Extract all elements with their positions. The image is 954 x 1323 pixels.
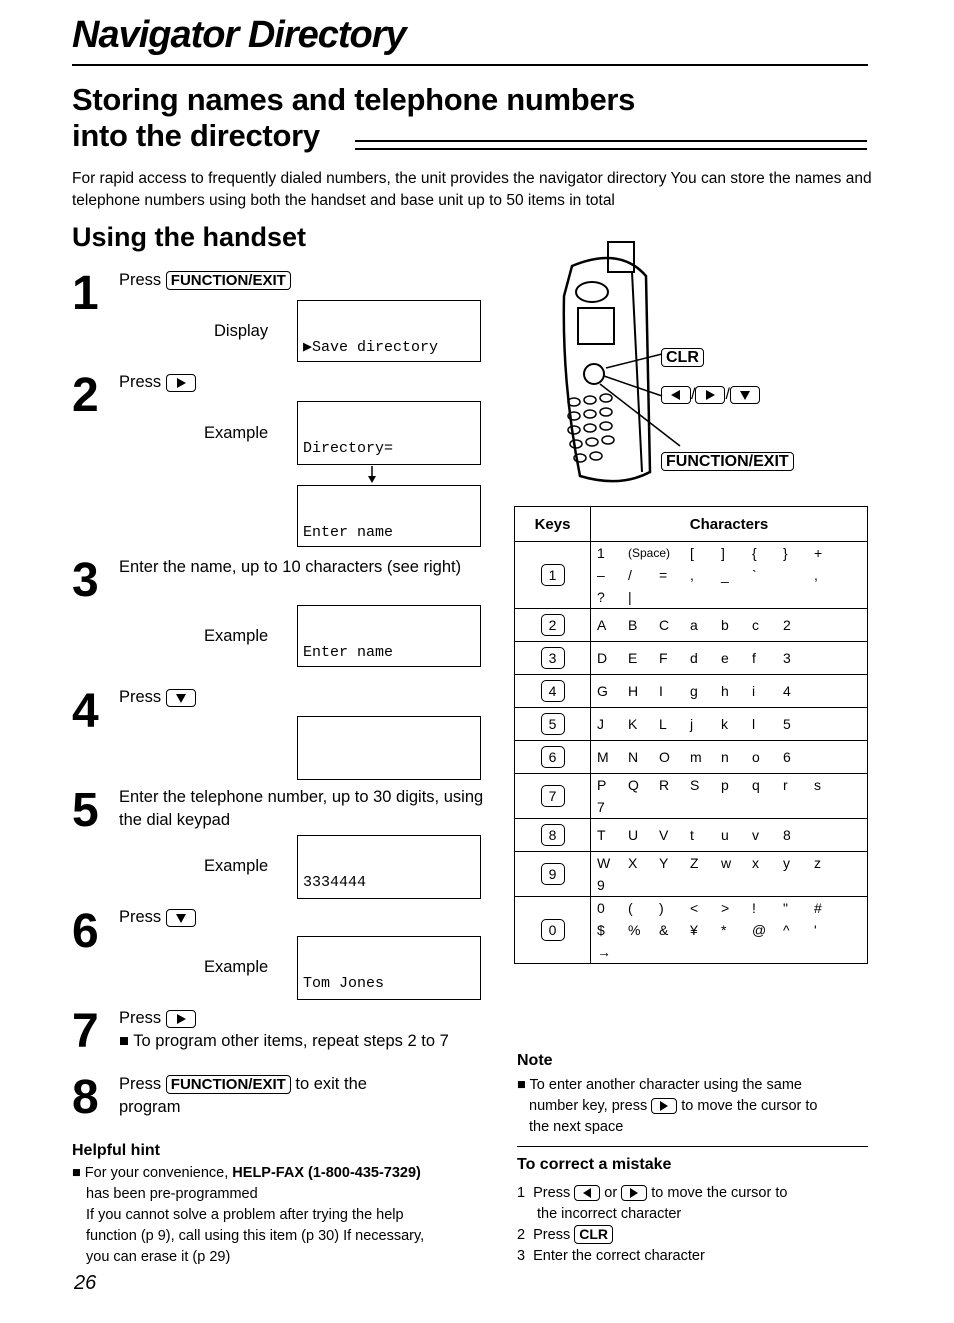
character: @ bbox=[752, 922, 767, 938]
character: e bbox=[721, 650, 729, 666]
lcd-display-1 bbox=[297, 300, 481, 362]
character: a bbox=[690, 617, 698, 633]
table-row bbox=[515, 642, 868, 675]
character: o bbox=[752, 749, 760, 765]
character-table bbox=[514, 506, 868, 964]
lcd-display-4 bbox=[297, 605, 481, 667]
characters-cell bbox=[591, 542, 868, 609]
number-key-5: 5 bbox=[541, 713, 565, 735]
number-key-4: 4 bbox=[541, 680, 565, 702]
character: ^ bbox=[783, 922, 790, 938]
key-cell bbox=[515, 675, 591, 708]
step-number: 1 bbox=[72, 267, 99, 320]
nav-keys-label: / / bbox=[661, 386, 760, 404]
page-number: 26 bbox=[74, 1272, 97, 1294]
character: & bbox=[659, 922, 669, 938]
character: B bbox=[628, 617, 638, 633]
correct-line: or bbox=[604, 1185, 618, 1201]
correct-body bbox=[517, 1183, 877, 1267]
step-4-text bbox=[119, 686, 196, 709]
lcd-line: Enter name bbox=[303, 524, 394, 541]
step-8-after2: program bbox=[119, 1098, 181, 1116]
press-label: Press bbox=[119, 908, 162, 926]
key-cell bbox=[515, 708, 591, 741]
table-row bbox=[515, 542, 868, 609]
correct-line: Enter the correct character bbox=[533, 1248, 705, 1264]
character: Y bbox=[659, 855, 669, 871]
press-label: Press bbox=[119, 1075, 162, 1093]
character: f bbox=[752, 650, 756, 666]
function-exit-key: FUNCTION/EXIT bbox=[166, 271, 291, 290]
character: z bbox=[814, 855, 821, 871]
table-row bbox=[515, 675, 868, 708]
characters-cell bbox=[591, 897, 868, 964]
table-row bbox=[515, 897, 868, 964]
clr-key-label bbox=[661, 348, 704, 367]
hint-line: function (p 9), call using this item (p 30) If necessary, bbox=[86, 1228, 425, 1244]
characters-cell bbox=[591, 642, 868, 675]
table-row bbox=[515, 708, 868, 741]
function-exit-key: FUNCTION/EXIT bbox=[661, 452, 794, 471]
character: Q bbox=[628, 777, 639, 793]
correct-line: to move the cursor to bbox=[651, 1185, 788, 1201]
step-7-text bbox=[119, 1007, 196, 1030]
characters-cell bbox=[591, 708, 868, 741]
character bbox=[783, 564, 814, 586]
character: | bbox=[628, 589, 632, 605]
character: { bbox=[752, 545, 757, 561]
clr-key: CLR bbox=[661, 348, 704, 367]
character: S bbox=[690, 777, 700, 793]
characters-cell bbox=[591, 741, 868, 774]
character: u bbox=[721, 827, 729, 843]
intro-paragraph: For rapid access to frequently dialed numbers, the unit provides the navigator directory You can store the names and telephone numbers using both the handset and base unit up to 50 items in total bbox=[72, 170, 872, 209]
lcd-display-2 bbox=[297, 401, 481, 465]
character: P bbox=[597, 777, 607, 793]
note-divider bbox=[517, 1146, 868, 1147]
example-label: Example bbox=[204, 958, 269, 976]
note-line: To enter another character using the same bbox=[529, 1077, 802, 1093]
example-label: Example bbox=[204, 857, 269, 875]
left-arrow-key-icon bbox=[574, 1185, 600, 1201]
character: L bbox=[659, 716, 667, 732]
character: = bbox=[659, 567, 668, 583]
character: E bbox=[628, 650, 638, 666]
section-title-line2: into the directory bbox=[72, 118, 320, 153]
character: g bbox=[690, 683, 698, 699]
number-key-0: 0 bbox=[541, 919, 565, 941]
character: A bbox=[597, 617, 607, 633]
character: % bbox=[628, 922, 641, 938]
display-label: Display bbox=[214, 322, 269, 340]
character: ` bbox=[752, 567, 757, 583]
character: 6 bbox=[783, 749, 791, 765]
character: (Space) bbox=[628, 546, 671, 560]
character: G bbox=[597, 683, 608, 699]
left-arrow-key-icon bbox=[661, 386, 691, 404]
lcd-display-7 bbox=[297, 936, 481, 1000]
press-label: Press bbox=[119, 688, 162, 706]
subsection-title: Using the handset bbox=[72, 222, 307, 252]
character: h bbox=[721, 683, 729, 699]
hint-line: you can erase it (p 29) bbox=[86, 1249, 231, 1265]
step-number: 3 bbox=[72, 554, 99, 607]
character: 9 bbox=[597, 877, 605, 893]
number-key-3: 3 bbox=[541, 647, 565, 669]
hint-body bbox=[72, 1163, 502, 1268]
correct-step-num: 1 bbox=[517, 1185, 526, 1201]
character: 8 bbox=[783, 827, 791, 843]
bullet-icon: ■ bbox=[517, 1077, 530, 1093]
character: i bbox=[752, 683, 756, 699]
key-cell bbox=[515, 852, 591, 897]
character: q bbox=[752, 777, 760, 793]
help-fax-number: HELP-FAX (1-800-435-7329) bbox=[232, 1165, 421, 1181]
character: j bbox=[690, 716, 694, 732]
note-title: Note bbox=[517, 1052, 553, 1069]
correct-title: To correct a mistake bbox=[517, 1156, 672, 1173]
character: r bbox=[783, 777, 788, 793]
table-row bbox=[515, 741, 868, 774]
character: ( bbox=[628, 900, 633, 916]
character: 7 bbox=[597, 799, 605, 815]
step-8-text bbox=[119, 1073, 367, 1096]
character: / bbox=[628, 567, 632, 583]
character: " bbox=[783, 900, 788, 916]
lcd-line: 3334444 bbox=[303, 874, 367, 891]
key-cell bbox=[515, 897, 591, 964]
character: M bbox=[597, 749, 609, 765]
character: K bbox=[628, 716, 638, 732]
characters-cell bbox=[591, 819, 868, 852]
character: F bbox=[659, 650, 668, 666]
keys-header: Keys bbox=[515, 507, 591, 542]
character: v bbox=[752, 827, 759, 843]
step-number: 7 bbox=[72, 1005, 99, 1058]
right-arrow-key-icon bbox=[166, 1010, 196, 1028]
character: V bbox=[659, 827, 669, 843]
step-number: 6 bbox=[72, 905, 99, 958]
character: ] bbox=[721, 545, 725, 561]
down-arrow-key-icon bbox=[730, 386, 760, 404]
character: < bbox=[690, 900, 699, 916]
function-exit-label bbox=[661, 452, 794, 471]
character: ! bbox=[752, 900, 756, 916]
right-arrow-key-icon bbox=[166, 374, 196, 392]
press-label: Press bbox=[119, 1009, 162, 1027]
clr-key: CLR bbox=[574, 1225, 613, 1244]
character: m bbox=[690, 749, 702, 765]
header-rule bbox=[72, 64, 868, 66]
step-number: 8 bbox=[72, 1071, 99, 1124]
character: 2 bbox=[783, 617, 791, 633]
character: D bbox=[597, 650, 608, 666]
character: y bbox=[783, 855, 790, 871]
function-exit-key: FUNCTION/EXIT bbox=[166, 1075, 291, 1094]
step-6-text bbox=[119, 906, 196, 929]
character: C bbox=[659, 617, 670, 633]
character: W bbox=[597, 855, 611, 871]
character: ¥ bbox=[690, 922, 698, 938]
page-header-title: Navigator Directory bbox=[72, 14, 406, 56]
step-1-text bbox=[119, 269, 291, 292]
characters-header: Characters bbox=[591, 507, 868, 542]
step-3-text: Enter the name, up to 10 characters (see right) bbox=[119, 558, 462, 576]
right-arrow-key-icon bbox=[695, 386, 725, 404]
step-number: 2 bbox=[72, 369, 99, 422]
number-key-1: 1 bbox=[541, 564, 565, 586]
character: [ bbox=[690, 545, 694, 561]
character: n bbox=[721, 749, 729, 765]
character: k bbox=[721, 716, 728, 732]
correct-step-num: 2 bbox=[517, 1227, 526, 1243]
character: # bbox=[814, 900, 822, 916]
step-number: 5 bbox=[72, 784, 99, 837]
right-arrow-key-icon bbox=[651, 1098, 677, 1114]
hint-line: has been pre-programmed bbox=[86, 1186, 258, 1202]
character: , bbox=[690, 567, 694, 583]
number-key-6: 6 bbox=[541, 746, 565, 768]
character: x bbox=[752, 855, 759, 871]
character: $ bbox=[597, 922, 605, 938]
character: 0 bbox=[597, 900, 605, 916]
character: > bbox=[721, 900, 730, 916]
note-body bbox=[517, 1075, 877, 1138]
character: c bbox=[752, 617, 759, 633]
lcd-display-3 bbox=[297, 485, 481, 547]
character: s bbox=[814, 777, 821, 793]
number-key-9: 9 bbox=[541, 863, 565, 885]
character: b bbox=[721, 617, 729, 633]
lcd-line: Tom Jones bbox=[303, 975, 385, 992]
character: T bbox=[597, 827, 606, 843]
characters-cell bbox=[591, 609, 868, 642]
bullet-icon: ■ bbox=[119, 1032, 134, 1050]
character: O bbox=[659, 749, 670, 765]
example-label: Example bbox=[204, 627, 269, 645]
character: , bbox=[814, 567, 818, 583]
character: U bbox=[628, 827, 639, 843]
table-row bbox=[515, 819, 868, 852]
lcd-line: Enter name bbox=[303, 644, 394, 661]
character: + bbox=[814, 545, 823, 561]
press-label: Press bbox=[119, 271, 162, 289]
press-label: Press bbox=[119, 373, 162, 391]
character: X bbox=[628, 855, 638, 871]
key-cell bbox=[515, 774, 591, 819]
number-key-8: 8 bbox=[541, 824, 565, 846]
character: } bbox=[783, 545, 788, 561]
character: 4 bbox=[783, 683, 791, 699]
character: H bbox=[628, 683, 639, 699]
note-line: number key, press bbox=[529, 1098, 648, 1114]
character: I bbox=[659, 683, 663, 699]
correct-step-num: 3 bbox=[517, 1248, 526, 1264]
note-line: to move the cursor to bbox=[681, 1098, 818, 1114]
hint-title: Helpful hint bbox=[72, 1142, 160, 1159]
step-8-after: to exit the bbox=[295, 1075, 367, 1093]
key-cell bbox=[515, 642, 591, 675]
correct-line: the incorrect character bbox=[537, 1206, 682, 1222]
lcd-line: Directory= bbox=[303, 440, 394, 457]
lcd-display-6 bbox=[297, 835, 481, 899]
character: ' bbox=[814, 922, 817, 938]
character: * bbox=[721, 922, 727, 938]
example-label: Example bbox=[204, 424, 269, 442]
character: 5 bbox=[783, 716, 791, 732]
step-2-text bbox=[119, 371, 196, 394]
key-cell bbox=[515, 819, 591, 852]
step-7-bullet bbox=[119, 1030, 449, 1053]
step-5-text: Enter the telephone number, up to 30 digits, using the dial keypad bbox=[119, 788, 484, 829]
character: R bbox=[659, 777, 670, 793]
down-arrow-key-icon bbox=[166, 909, 196, 927]
characters-cell bbox=[591, 774, 868, 819]
character: → bbox=[597, 944, 611, 960]
character: t bbox=[690, 827, 694, 843]
character: l bbox=[752, 716, 756, 732]
character: p bbox=[721, 777, 729, 793]
characters-cell bbox=[591, 852, 868, 897]
down-arrow-key-icon bbox=[166, 689, 196, 707]
characters-cell bbox=[591, 675, 868, 708]
number-key-7: 7 bbox=[541, 785, 565, 807]
lcd-line: ▶Save directory bbox=[303, 339, 439, 356]
table-header-row bbox=[515, 507, 868, 542]
lcd-display-5 bbox=[297, 716, 481, 780]
bullet-text: To program other items, repeat steps 2 to 7 bbox=[133, 1032, 449, 1050]
number-key-2: 2 bbox=[541, 614, 565, 636]
section-title-line1: Storing names and telephone numbers bbox=[72, 82, 636, 117]
note-line: the next space bbox=[529, 1119, 624, 1135]
key-cell bbox=[515, 741, 591, 774]
character: – bbox=[597, 567, 605, 583]
correct-line: Press bbox=[533, 1185, 571, 1201]
hint-line: If you cannot solve a problem after trying the help bbox=[86, 1207, 404, 1223]
correct-line: Press bbox=[533, 1227, 571, 1243]
character: _ bbox=[721, 567, 729, 583]
key-cell bbox=[515, 609, 591, 642]
character: Z bbox=[690, 855, 699, 871]
character: 1 bbox=[597, 545, 605, 561]
table-row bbox=[515, 852, 868, 897]
step-number: 4 bbox=[72, 685, 99, 738]
character: N bbox=[628, 749, 639, 765]
section-rule bbox=[355, 140, 867, 150]
right-arrow-key-icon bbox=[621, 1185, 647, 1201]
bullet-icon: ■ bbox=[72, 1165, 85, 1181]
hint-line: For your convenience, bbox=[84, 1165, 229, 1181]
table-row bbox=[515, 609, 868, 642]
character: ? bbox=[597, 589, 605, 605]
character: J bbox=[597, 716, 604, 732]
character: 3 bbox=[783, 650, 791, 666]
character: ) bbox=[659, 900, 664, 916]
character: d bbox=[690, 650, 698, 666]
key-cell bbox=[515, 542, 591, 609]
table-row bbox=[515, 774, 868, 819]
character: w bbox=[721, 855, 732, 871]
